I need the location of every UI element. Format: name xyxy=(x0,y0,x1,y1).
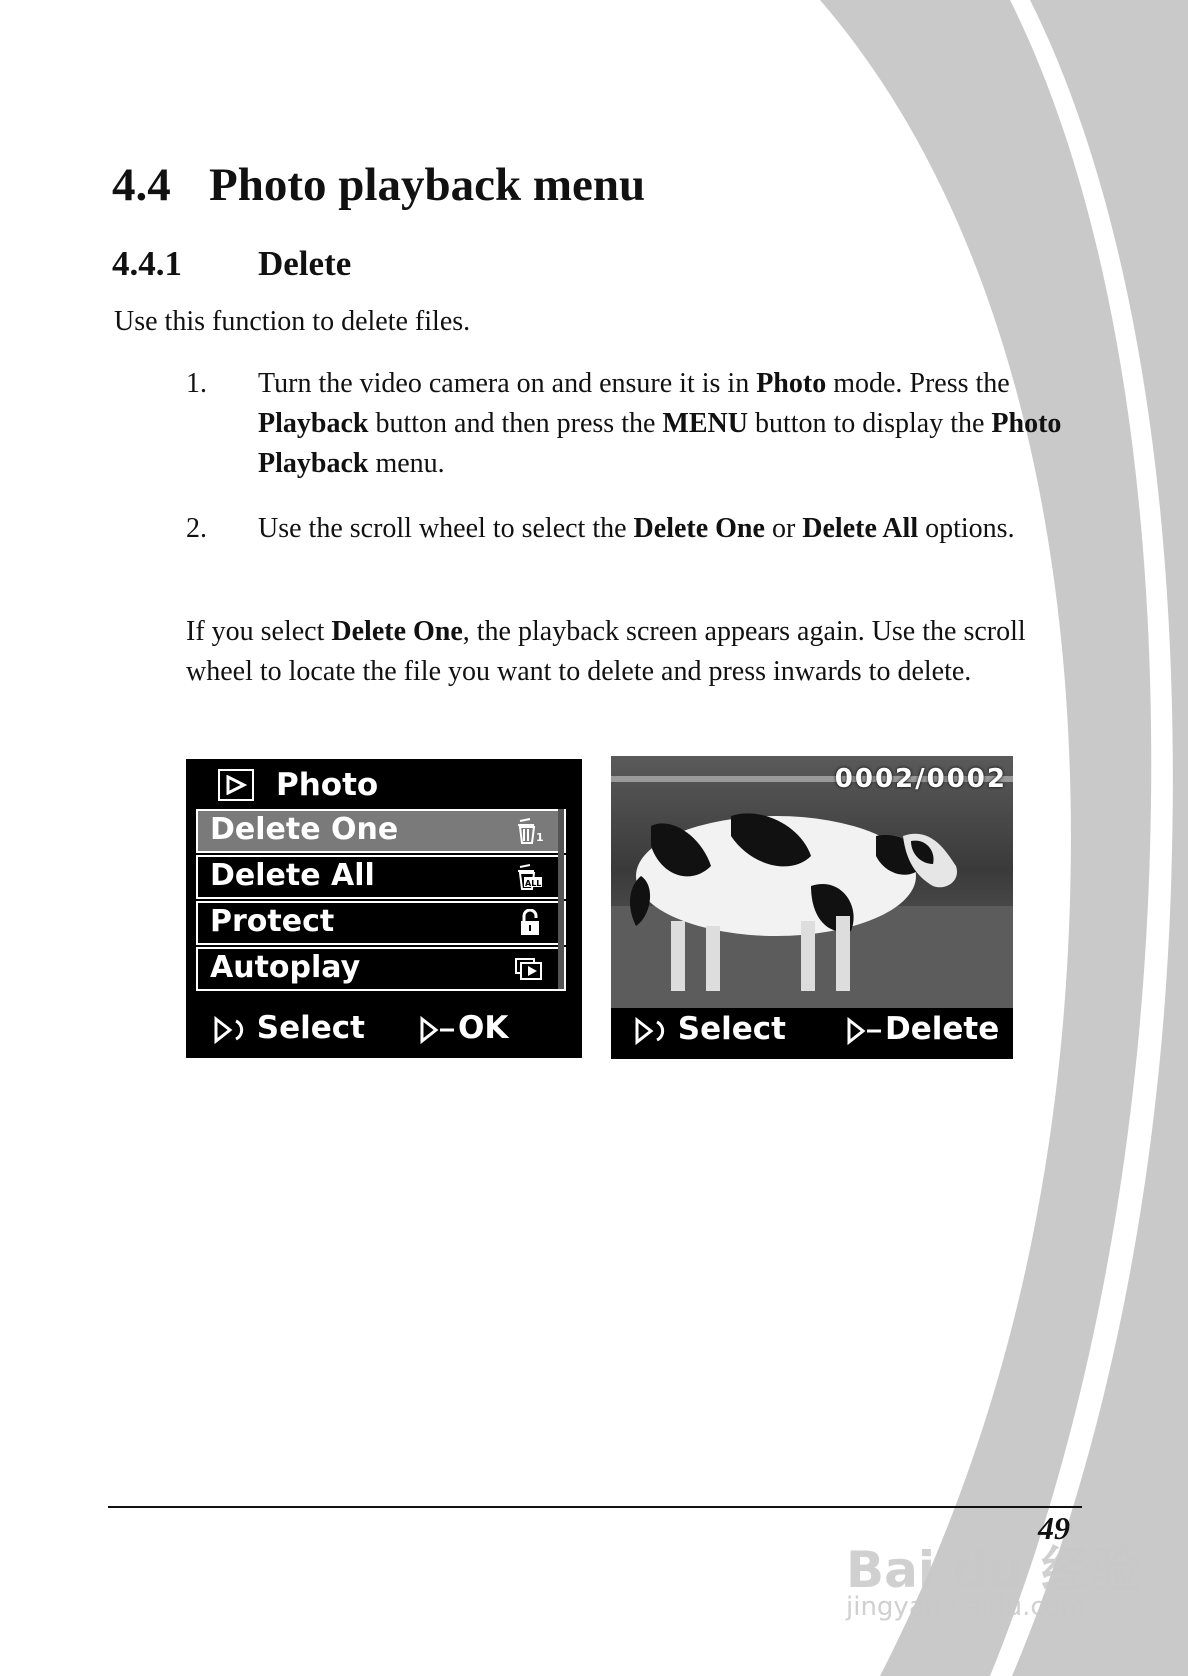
section-heading xyxy=(112,158,645,212)
delete-softkey: Delete xyxy=(845,1011,999,1047)
svg-text:ALL: ALL xyxy=(525,879,542,888)
lock-icon xyxy=(514,909,546,937)
text-run: button and then press the xyxy=(368,408,663,439)
text-run: menu. xyxy=(368,448,445,479)
step-1-text xyxy=(258,364,1088,484)
step-2-number: 2. xyxy=(186,513,207,544)
file-counter: 0002/0002 xyxy=(834,764,1007,794)
playback-softkeys xyxy=(611,1001,1013,1059)
playback-icon xyxy=(218,769,254,801)
select-softkey: Select xyxy=(633,1011,786,1047)
footer-rule xyxy=(108,1506,1082,1508)
text-run: If you select xyxy=(186,616,332,647)
bold-term: MENU xyxy=(662,408,748,439)
menu-item-delete-all[interactable] xyxy=(196,855,566,899)
menu-item-delete-one[interactable] xyxy=(196,809,566,853)
select-softkey: Select xyxy=(212,1010,365,1046)
section-number: 4.4 xyxy=(112,159,171,211)
menu-item-label: Autoplay xyxy=(210,950,361,985)
menu-header xyxy=(218,767,378,803)
menu-softkeys xyxy=(186,1000,582,1058)
photo-playback-screen xyxy=(611,756,1013,1059)
scroll-wheel-icon xyxy=(212,1015,246,1045)
text-run: , the playback screen appears again. Use the scroll wheel to locate the file you want to delete and press inwards to delete. xyxy=(186,616,1026,687)
bold-term: Delete One xyxy=(633,513,765,544)
menu-item-label: Delete One xyxy=(210,812,399,847)
slideshow-icon xyxy=(514,955,546,983)
bold-term: Delete One xyxy=(331,616,463,647)
menu-list xyxy=(196,809,556,993)
delete-all-icon xyxy=(514,863,546,891)
ok-softkey: OK xyxy=(418,1010,508,1046)
bold-term: Photo xyxy=(756,368,827,399)
intro-text: Use this function to delete files. xyxy=(114,306,471,337)
watermark-brand: Bai du 经验 xyxy=(846,1541,1142,1599)
press-icon xyxy=(845,1016,885,1046)
photo-playback-menu-screen xyxy=(186,759,582,1058)
text-run: mode. Press the xyxy=(826,368,1010,399)
subsection-heading xyxy=(112,244,351,284)
delete-one-icon xyxy=(514,817,546,845)
delete-one-note xyxy=(186,612,1056,692)
text-run: button to display the xyxy=(747,408,992,439)
menu-item-label: Delete All xyxy=(210,858,375,893)
subsection-number: 4.4.1 xyxy=(112,244,182,283)
menu-item-autoplay[interactable] xyxy=(196,947,566,991)
bold-term: Delete All xyxy=(802,513,919,544)
text-run: Turn the video camera on and ensure it is in xyxy=(258,368,757,399)
menu-item-protect[interactable] xyxy=(196,901,566,945)
press-icon xyxy=(418,1015,458,1045)
page-number: 49 xyxy=(1038,1510,1070,1546)
text-run: options. xyxy=(918,513,1015,544)
baidu-watermark-url: jingyan.baidu.com xyxy=(846,1592,1086,1622)
text-run: or xyxy=(764,513,803,544)
scroll-wheel-icon xyxy=(633,1016,667,1046)
svg-text:1: 1 xyxy=(536,831,544,844)
step-2-text xyxy=(258,509,1058,549)
bold-term: Photo Playback xyxy=(258,408,1062,479)
menu-scrollbar[interactable] xyxy=(558,809,564,989)
menu-title: Photo xyxy=(276,767,379,803)
bold-term: Playback xyxy=(258,408,369,439)
menu-item-label: Protect xyxy=(210,904,335,939)
subsection-title: Delete xyxy=(258,244,352,283)
section-title: Photo playback menu xyxy=(209,159,646,211)
step-1-number: 1. xyxy=(186,368,207,399)
text-run: Use the scroll wheel to select the xyxy=(258,513,634,544)
